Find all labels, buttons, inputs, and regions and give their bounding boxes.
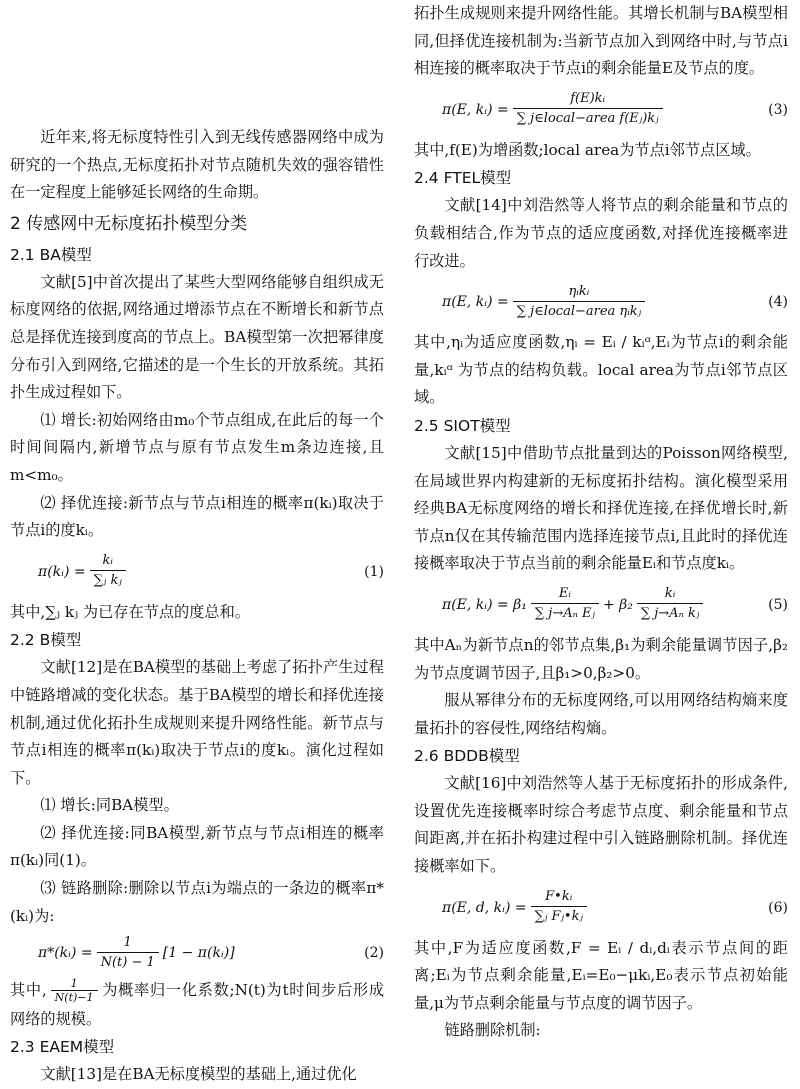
equation-3 [414,83,788,137]
eaem-paragraph-2: 拓扑生成规则来提升网络性能。其增长机制与BA模型相同,但择优连接机制为:当新节点加入到网络中时,与节点i相连接的概率取决于节点i的剩余能量E及节点的度。 [414,4,788,78]
equation-2-lhs: π*(kᵢ) = [38,945,93,962]
equation-1-number: (1) [364,563,384,580]
top-spacer [10,0,384,124]
normalization-denominator: N(t)−1 [51,990,98,1005]
right-column [414,0,788,1045]
section-2-5-heading: 2.5 SIOT模型 [414,416,511,435]
equation-1-denominator: ∑ⱼ kⱼ [90,570,126,591]
b-paragraph-1: 文献[12]是在BA模型的基础上考虑了拓扑产生过程中链路增减的变化状态。基于BA模型的增长和择优连接机制,通过优化拓扑生成规则来提升网络性能。新节点与节点i相连的概率π(kᵢ)取决于节点i的度kᵢ。演化过程如下。 [10,658,384,787]
equation-5 [414,578,788,632]
equation-6-fraction [531,888,587,927]
equation-4-lhs: π(E, kᵢ) = [442,294,509,311]
bddb-paragraph-2: 其中,F为适应度函数,F = Eᵢ / dᵢ,dᵢ表示节点间的距离;Eᵢ为节点剩余能量,Eᵢ=E₀−μkᵢ,E₀表示节点初始能量,μ为节点剩余能量与节点度的调节因子。 [414,938,788,1012]
equation-1 [10,545,384,599]
equation-6-lhs: π(E, d, kᵢ) = [442,899,527,916]
equation-2-denominator: N(t) − 1 [97,952,159,973]
ba-paragraph-4: 其中,∑ⱼ kⱼ 为已存在节点的度总和。 [10,602,250,621]
equation-2-numerator: 1 [123,934,132,950]
b-paragraph-4: ⑶ 链路删除:删除以节点i为端点的一条边的概率π*(kᵢ)为: [10,879,384,925]
b-paragraph-5 [10,976,384,1033]
b-paragraph-3: ⑵ 择优连接:同BA模型,新节点与节点i相连的概率π(kᵢ)同(1)。 [10,823,384,870]
siot-paragraph-2: 其中Aₙ为新节点n的邻节点集,β₁为剩余能量调节因子,β₂为节点度调节因子,且β₁>0,β₂>0。 [414,635,788,682]
section-2-heading: 2 传感网中无标度拓扑模型分类 [10,213,248,234]
equation-6-number: (6) [768,899,788,916]
equation-6-numerator: F•kᵢ [545,889,573,905]
equation-1-numerator: kᵢ [102,553,113,569]
equation-3-numerator: f(E)kᵢ [570,91,606,107]
equation-5-lhs: π(E, kᵢ) = β₁ [442,596,527,613]
equation-5-number: (5) [768,596,788,613]
equation-1-fraction [90,552,126,591]
equation-4-numerator: ηᵢkᵢ [568,283,590,299]
equation-3-fraction [513,90,663,129]
section-2-2-heading: 2.2 B模型 [10,631,82,650]
ftel-paragraph-2: 其中,ηᵢ为适应度函数,ηᵢ = Eᵢ / kᵢᵅ,Eᵢ为节点i的剩余能量,kᵢᵅ 为节点的结构负载。local area为节点i邻节点区域。 [414,333,788,407]
section-2-1-heading: 2.1 BA模型 [10,245,92,264]
siot-paragraph-1: 文献[15]中借助节点批量到达的Poisson网络模型,在局域世界内构建新的无标度拓扑结构。演化模型采用经典BA无标度网络的增长和择优连接,在择优增长时,新节点n仅在其传输范围内选择连接节点i,且此时的择优连接概率取决于节点当前的剩余能量Eᵢ和节点度kᵢ。 [414,443,788,573]
equation-2 [10,930,384,976]
normalization-fraction [51,977,98,1005]
equation-2-fraction [97,934,159,973]
bddb-paragraph-1: 文献[16]中刘浩然等人基于无标度拓扑的形成条件,设置优先连接概率时综合考虑节点度、剩余能量和节点间距离,并在拓扑构建过程中引入链路删除机制。择优连接概率如下。 [414,774,788,876]
normalization-numerator: 1 [70,977,78,991]
equation-2-number: (2) [364,945,384,962]
intro-paragraph: 近年来,将无标度特性引入到无线传感器网络中成为研究的一个热点,无标度拓扑对节点随机失效的强容错性在一定程度上能够延长网络的生命期。 [10,128,384,202]
equation-4-number: (4) [768,294,788,311]
section-2-4-heading: 2.4 FTEL模型 [414,169,512,188]
equation-5-fraction-2 [637,585,703,624]
equation-4-denominator: ∑ j∈local−area ηᵢkⱼ [513,301,645,322]
siot-paragraph-3: 服从幂律分布的无标度网络,可以用网络结构熵来度量拓扑的容侵性,网络结构熵。 [414,691,788,737]
equation-5-mid: + β₂ [602,596,633,613]
equation-3-denominator: ∑ j∈local−area f(Eⱼ)kⱼ [513,108,663,129]
equation-2-rhs: [1 − π(kᵢ)] [162,945,235,962]
equation-4-fraction [513,283,645,322]
equation-5-denominator-1: ∑ j→Aₙ Eⱼ [531,603,599,624]
equation-5-fraction-1 [531,585,599,624]
ftel-paragraph-1: 文献[14]中刘浩然等人将节点的剩余能量和节点的负载相结合,作为节点的适应度函数,对择优连接概率进行改进。 [414,196,788,270]
ba-paragraph-3: ⑵ 择优连接:新节点与节点i相连的概率π(kᵢ)取决于节点i的度kᵢ。 [10,493,384,540]
b-paragraph-5-prefix: 其中, [10,981,47,1000]
equation-6-denominator: ∑ⱼ Fⱼ•kⱼ [531,906,587,927]
section-2-3-heading: 2.3 EAEM模型 [10,1038,115,1057]
equation-6 [414,881,788,935]
b-paragraph-5-rest: 为概率归一化系数;N(t)为t时间步后形成网络的规模。 [10,981,385,1029]
ba-paragraph-1: 文献[5]中首次提出了某些大型网络能够自组织成无标度网络的依据,网络通过增添节点在不断增长和新节点总是择优连接到度高的节点上。BA模型第一次把幂律度分布引入到网络,它描述的是一个生长的开放系统。其拓扑生成过程如下。 [10,272,384,402]
equation-3-lhs: π(E, kᵢ) = [442,101,509,118]
equation-3-number: (3) [768,101,788,118]
equation-1-lhs: π(kᵢ) = [38,563,86,580]
left-column [10,0,384,1089]
equation-4 [414,275,788,329]
bddb-paragraph-3: 链路删除机制: [444,1021,541,1040]
eaem-paragraph-3: 其中,f(E)为增函数;local area为节点i邻节点区域。 [414,140,761,159]
equation-5-numerator-2: kᵢ [664,586,676,602]
equation-5-denominator-2: ∑ j→Aₙ kⱼ [637,603,703,624]
b-paragraph-2: ⑴ 增长:同BA模型。 [40,796,179,815]
eaem-paragraph-1: 文献[13]是在BA无标度模型的基础上,通过优化 [40,1065,357,1084]
section-2-6-heading: 2.6 BDDB模型 [414,747,520,766]
equation-5-numerator-1: Eᵢ [558,586,571,602]
ba-paragraph-2: ⑴ 增长:初始网络由m₀个节点组成,在此后的每一个时间间隔内,新增节点与原有节点发生m条边连接,且m<m₀。 [10,410,384,484]
